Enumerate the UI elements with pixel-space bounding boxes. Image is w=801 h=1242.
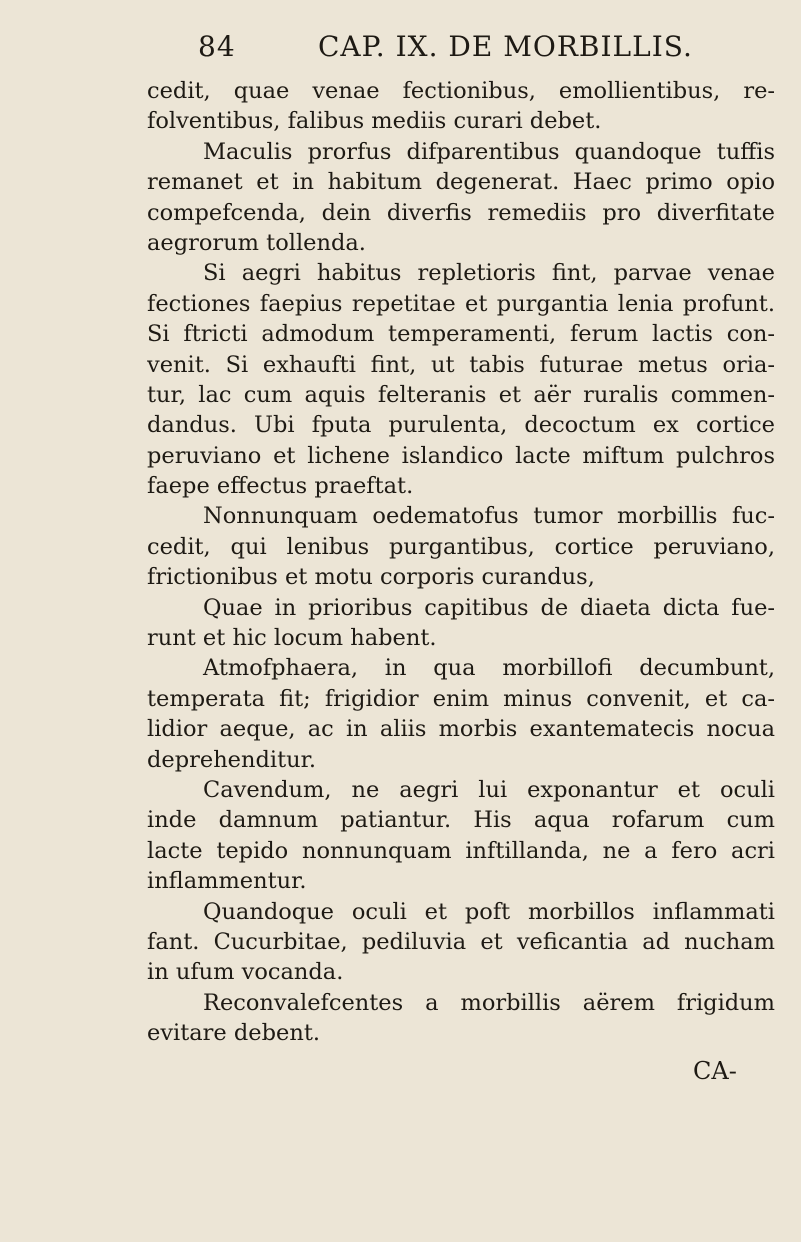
page-number: 84	[198, 30, 236, 63]
text-line: fant. Cucurbitae, pediluvia et veficantia ad nucham	[147, 928, 775, 955]
text-line: folventibus, falibus mediis curari debet.	[147, 108, 602, 135]
text-line: remanet et in habitum degenerat. Haec primo opio	[147, 169, 775, 196]
text-line: in ufum vocanda.	[147, 959, 344, 986]
text-line: peruviano et lichene islandico lacte miftum pulchros	[147, 442, 775, 469]
text-line: fectiones faepius repetitae et purgantia lenia profunt.	[147, 290, 775, 317]
text-line: Quae in prioribus capitibus de diaeta dicta fue-	[203, 594, 775, 621]
text-line: lidior aeque, ac in aliis morbis exantematecis nocua	[147, 716, 775, 743]
text-line: cedit, qui lenibus purgantibus, cortice peruviano,	[147, 533, 775, 560]
text-line: Si ftricti admodum temperamenti, ferum lactis con-	[147, 321, 775, 348]
text-line: Maculis prorfus difparentibus quandoque tuffis	[203, 138, 775, 165]
text-line: cedit, quae venae fectionibus, emollientibus, re-	[147, 78, 775, 104]
text-line: Cavendum, ne aegri lui exponantur et oculi	[203, 776, 775, 803]
catchword: CA-	[693, 1057, 737, 1085]
text-line: Quandoque oculi et poft morbillos inflammati	[203, 898, 775, 925]
text-line: compefcenda, dein diverfis remediis pro diverfitate	[147, 199, 775, 226]
text-line: venit. Si exhaufti fint, ut tabis futurae metus oria-	[147, 351, 775, 378]
text-line: frictionibus et motu corporis curandus,	[147, 564, 595, 591]
text-line: Atmofphaera, in qua morbillofi decumbunt,	[203, 655, 775, 682]
running-header	[198, 30, 693, 70]
text-line: inde damnum patiantur. His aqua rofarum cum	[147, 807, 775, 834]
text-line: runt et hic locum habent.	[147, 625, 437, 652]
text-line: temperata fit; frigidior enim minus convenit, et ca-	[147, 685, 775, 712]
text-line: inflammentur.	[147, 868, 307, 895]
text-line: Si aegri habitus repletioris fint, parvae venae	[203, 260, 775, 287]
text-line: dandus. Ubi fputa purulenta, decoctum ex cortice	[147, 412, 775, 439]
text-line: evitare debent.	[147, 1020, 321, 1047]
text-line: faepe effectus praeftat.	[147, 473, 414, 500]
text-line: aegrorum tollenda.	[147, 229, 366, 256]
text-line: tur, lac cum aquis felteranis et aër ruralis commen-	[147, 381, 775, 408]
text-line: Nonnunquam oedematofus tumor morbillis fuc-	[203, 503, 775, 530]
body-text	[147, 76, 775, 1049]
text-line: Reconvalefcentes a morbillis aërem frigidum	[203, 989, 775, 1016]
running-title: CAP. IX. DE MORBILLIS.	[318, 30, 693, 63]
text-line: lacte tepido nonnunquam inftillanda, ne a fero acri	[147, 837, 775, 864]
text-line: deprehenditur.	[147, 746, 317, 773]
